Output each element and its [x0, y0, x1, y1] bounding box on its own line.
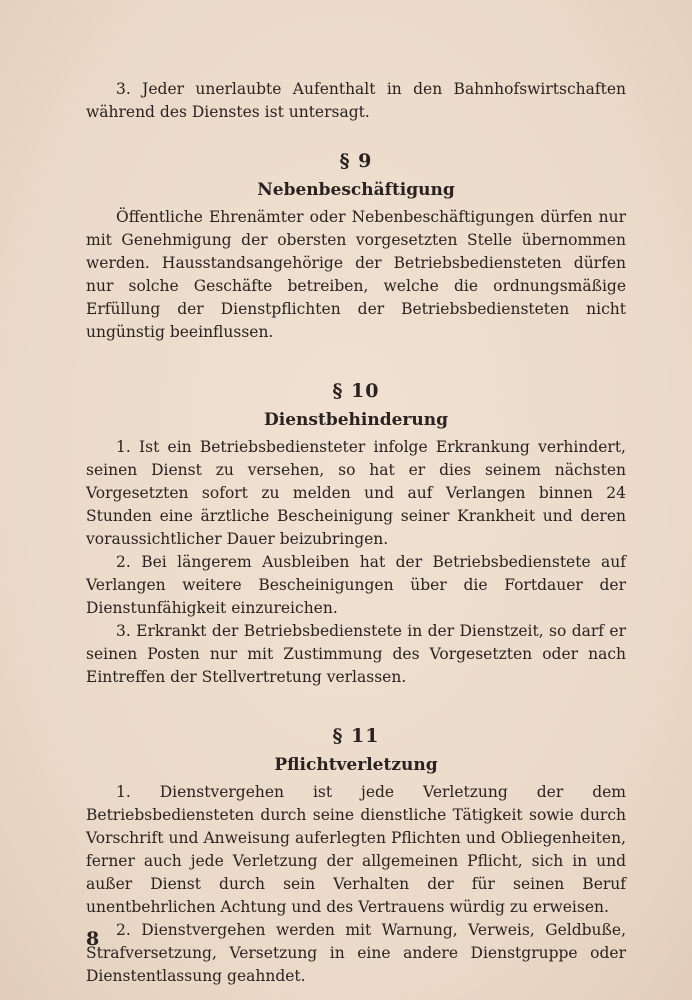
- paragraph-station-restaurants: 3. Jeder unerlaubte Aufenthalt in den Bahnhofswirtschaften während des Dienstes ist untersagt.: [86, 80, 626, 121]
- section-10: [86, 380, 626, 689]
- section-paragraph: 1. Ist ein Betriebsbediensteter infolge Erkrankung verhindert, seinen Dienst zu versehen, so hat er dies seinem nächsten Vorgesetzten sofort zu melden und auf Verlangen binnen 24 Stunden eine ärztliche Bescheinigung seiner Krankheit und deren voraussichtlicher Dauer beizubringen.: [86, 438, 626, 548]
- section-paragraph: Öffentliche Ehrenämter oder Nebenbeschäftigungen dürfen nur mit Genehmigung der obersten vorgesetzten Stelle übernommen werden. Hausstandsangehörige der Betriebsbediensteten dürfen nur solche Geschäfte betreiben, welche die ordnungsmäßige Erfüllung der Dienstpflichten der Betriebsbediensteten nicht ungünstig beeinflussen.: [86, 208, 626, 341]
- section-9: [86, 150, 626, 344]
- section-title: Pflichtverletzung: [274, 755, 438, 775]
- section-title: Dienstbehinderung: [264, 410, 448, 430]
- section-number: § 10: [332, 380, 380, 402]
- page-content: [86, 78, 626, 988]
- section-paragraph: 3. Erkrankt der Betriebsbedienstete in der Dienstzeit, so darf er seinen Posten nur mit Zustimmung des Vorgesetzten oder nach Eintreffen der Stellvertretung verlassen.: [86, 622, 626, 686]
- section-paragraph: 1. Dienstvergehen ist jede Verletzung der dem Betriebsbediensteten durch seine dienstliche Tätigkeit sowie durch Vorschrift und Anweisung auferlegten Pflichten und Obliegenheiten, ferner auch jede Verletzung der allgemeinen Pflicht, sich in und außer Dienst durch sein Verhalten der für seinen Beruf unentbehrlichen Achtung und des Vertrauens würdig zu erweisen.: [86, 783, 626, 916]
- page-number: 8: [86, 928, 100, 950]
- section-title: Nebenbeschäftigung: [257, 180, 455, 200]
- section-number: § 9: [339, 150, 373, 172]
- section-number: § 11: [332, 725, 380, 747]
- section-11: [86, 725, 626, 988]
- section-paragraph: 2. Bei längerem Ausbleiben hat der Betriebsbedienstete auf Verlangen weitere Bescheinigungen über die Fortdauer der Dienstunfähigkeit einzureichen.: [86, 553, 626, 617]
- section-paragraph: 2. Dienstvergehen werden mit Warnung, Verweis, Geldbuße, Strafversetzung, Versetzung in eine andere Dienstgruppe oder Dienstentlassung geahndet.: [86, 921, 626, 985]
